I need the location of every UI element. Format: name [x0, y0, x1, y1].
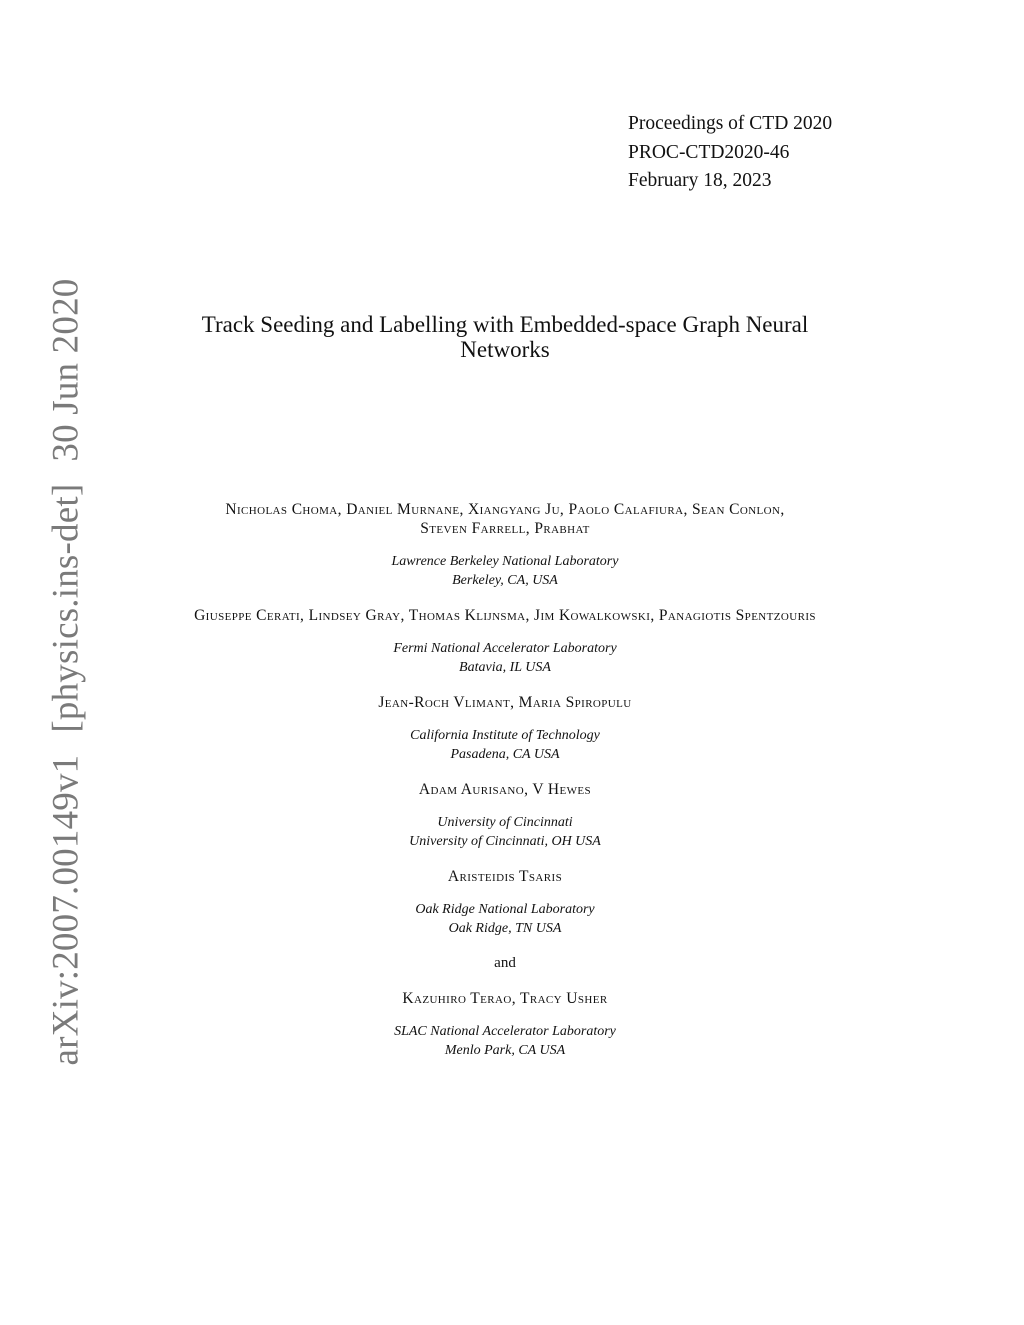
author-line: Jean-Roch Vlimant, Maria Spiropulu: [378, 694, 632, 711]
affiliation-name: Lawrence Berkeley National Laboratory: [391, 554, 619, 569]
arxiv-date: 30 Jun 2020: [45, 278, 87, 462]
author-group-fermilab: [100, 606, 910, 677]
affiliation-name: Fermi National Accelerator Laboratory: [393, 641, 617, 656]
author-line: Aristeidis Tsaris: [447, 868, 563, 885]
arxiv-id: arXiv:2007.00149v1: [45, 754, 87, 1066]
title-line-1: Track Seeding and Labelling with Embedded-space Graph Neural: [201, 312, 809, 337]
author-line: Steven Farrell, Prabhat: [420, 520, 590, 537]
author-group-slac: [100, 989, 910, 1060]
author-group-caltech: [100, 693, 910, 764]
affiliation-name: University of Cincinnati: [437, 815, 573, 830]
authors-section: [100, 500, 910, 1060]
affiliation-location: Menlo Park, CA USA: [444, 1043, 566, 1058]
affiliation-name: California Institute of Technology: [410, 728, 600, 743]
arxiv-stamp: [45, 279, 88, 1066]
arxiv-category: [physics.ins-det]: [45, 483, 87, 733]
author-line: Nicholas Choma, Daniel Murnane, Xiangyang Ju, Paolo Calafiura, Sean Conlon,: [225, 501, 785, 518]
paper-title: [150, 312, 860, 362]
author-line: Giuseppe Cerati, Lindsey Gray, Thomas Klijnsma, Jim Kowalkowski, Panagiotis Spentzouris: [194, 607, 816, 624]
affiliation-location: Pasadena, CA USA: [450, 747, 560, 762]
conjunction-and: and: [494, 955, 516, 971]
affiliation-location: Oak Ridge, TN USA: [448, 921, 562, 936]
proceedings-header: [628, 110, 832, 196]
affiliation-name: Oak Ridge National Laboratory: [415, 902, 595, 917]
title-line-2: Networks: [460, 337, 550, 362]
affiliation-location: Batavia, IL USA: [459, 660, 551, 675]
affiliation-location: Berkeley, CA, USA: [452, 573, 558, 588]
header-date: February 18, 2023: [628, 170, 772, 191]
author-group-cincinnati: [100, 780, 910, 851]
report-number: PROC-CTD2020-46: [628, 141, 790, 163]
author-group-ornl: [100, 867, 910, 938]
author-line: Kazuhiro Terao, Tracy Usher: [402, 990, 608, 1007]
affiliation-name: SLAC National Accelerator Laboratory: [394, 1024, 616, 1039]
author-group-lbnl: [100, 500, 910, 590]
author-line: Adam Aurisano, V Hewes: [418, 781, 592, 798]
proceedings-name: Proceedings of CTD 2020: [628, 113, 833, 134]
affiliation-location: University of Cincinnati, OH USA: [409, 834, 601, 849]
